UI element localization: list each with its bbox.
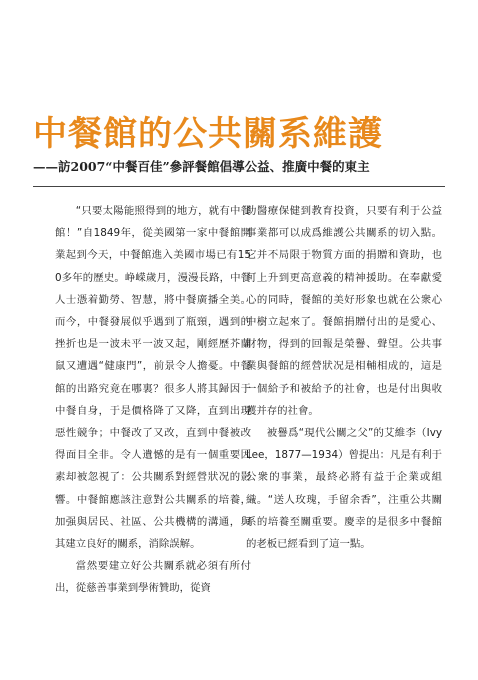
paragraph: 被譽爲“現代公關之父”的艾維李（Ivy Lee，1877—1934）曾提出：凡是有利于公衆的事業，最終必將有益于企業或組織。“送人玫瑰，手留余香”，注重公共關系的培養至關重要。慶幸的是很多中餐館的老板已經看到了這一點。 xyxy=(246,427,442,551)
right-column xyxy=(246,200,442,555)
paragraph: 助醫療保健到教育投資，只要有利于公益事業都可以成爲維護公共關系的切入點。它并不局限于物質方面的捐贈和資助，也可上升到更高意義的精神援助。在奉獻愛心的同時，餐館的美好形象也就在公衆心中樹立起來了。餐館捐贈付出的是愛心、財物，得到的回報是榮譽、聲望。公共事業與餐館的經營狀况是相輔相成的，這是一個給予和被給予的社會，也是付出與收獲并存的社會。 xyxy=(246,205,442,417)
article-subtitle: ——訪2007“中餐百佳”參評餐館倡導公益、推廣中餐的東主 xyxy=(33,159,370,174)
paragraph: “只要太陽能照得到的地方，就有中餐館！”自1849年，從美國第一家中餐館開業起到今天，中餐館進入美國市場已有150多年的歷史。峥嵘歲月，漫漫長路，中餐人士憑着勤勞、智慧，將中餐廣播全美。而今，中餐發展似乎遇到了瓶頸，遇到的挫折也是一波未平一波又起，剛經歷芥蘭鼠又遭遇“健康門”，前景令人擔憂。中餐館的出路究竟在哪裏？很多人將其歸因于中餐自身，于是價格降了又降，直到出現惡性競争；中餐改了又改，直到中餐被改得面目全非。令人遺憾的是有一個重要因素却被忽視了：公共關系對經營狀况的影響。中餐館應該注意對公共關系的培養，加强與居民、社區、公共機構的溝通，與其建立良好的關系，消除誤解。 xyxy=(55,205,251,551)
left-column xyxy=(55,200,251,600)
title-divider xyxy=(33,186,445,187)
article-title: 中餐館的公共關系維護 xyxy=(33,114,383,154)
paragraph: 當然要建立好公共關系就必須有所付出，從慈善事業到學術贊助，從資 xyxy=(55,560,251,595)
